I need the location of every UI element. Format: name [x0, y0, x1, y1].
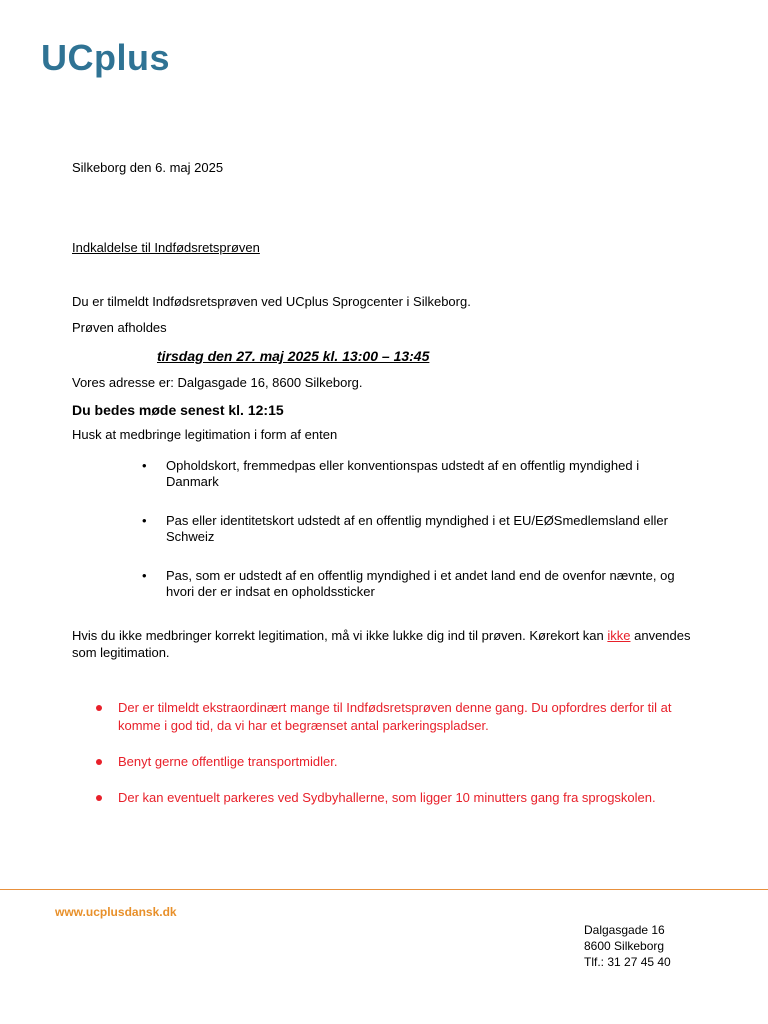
list-item-text: Pas eller identitetskort udstedt af en offentlig myndighed i et EU/EØSmedlemsland eller Schweiz: [166, 513, 668, 544]
notice-text-end: anvendes som legitimation.: [72, 628, 691, 660]
exam-held-label: Prøven afholdes: [72, 320, 167, 335]
intro-paragraph: Du er tilmeldt Indfødsretsprøven ved UCplus Sprogcenter i Silkeborg.: [72, 294, 471, 309]
warning-text: Benyt gerne offentlige transportmidler.: [118, 754, 338, 769]
warning-text: Der kan eventuelt parkeres ved Sydbyhallerne, som ligger 10 minutters gang fra sprogskolen.: [118, 790, 656, 805]
warning-item: [96, 789, 716, 807]
warning-item: [96, 753, 716, 771]
bullet-dot-icon: [96, 705, 102, 711]
website-link[interactable]: www.ucplusdansk.dk: [55, 905, 177, 919]
list-item: [142, 458, 682, 490]
bullet-dot-icon: [96, 795, 102, 801]
footer-divider: [0, 889, 768, 890]
contact-city: 8600 Silkeborg: [584, 939, 665, 953]
list-item-text: Pas, som er udstedt af en offentlig myndighed i et andet land end de ovenfor nævnte, og hvori der er indsat en opholdssticker: [166, 568, 675, 599]
contact-block: [584, 922, 671, 970]
bring-id-intro: Husk at medbringe legitimation i form af enten: [72, 427, 338, 442]
warning-item: [96, 699, 716, 735]
contact-street: Dalgasgade 16: [584, 923, 665, 937]
warning-list: [96, 699, 716, 825]
bullet-icon: •: [142, 513, 147, 528]
bullet-icon: •: [142, 458, 147, 473]
exam-appointment: tirsdag den 27. maj 2025 kl. 13:00 – 13:45: [157, 348, 430, 364]
contact-phone: Tlf.: 31 27 45 40: [584, 955, 671, 969]
letter-subject: Indkaldelse til Indfødsretsprøven: [72, 240, 260, 255]
list-item-text: Opholdskort, fremmedpas eller konventionspas udstedt af en offentlig myndighed i Danmark: [166, 458, 640, 489]
warning-text: Der er tilmeldt ekstraordinært mange til Indfødsretsprøven denne gang. Du opfordres derfor til at komme i god tid, da vi har et begrænset antal parkeringspladser.: [118, 700, 672, 733]
notice-emphasis-ikke: ikke: [607, 628, 631, 643]
ucplus-logo: UCplus: [41, 37, 170, 78]
bullet-icon: •: [142, 568, 147, 583]
list-item: [142, 568, 682, 600]
id-notice-paragraph: [72, 627, 692, 661]
address-line: Vores adresse er: Dalgasgade 16, 8600 Silkeborg.: [72, 375, 363, 390]
meet-time: Du bedes møde senest kl. 12:15: [72, 402, 284, 418]
notice-text-start: Hvis du ikke medbringer korrekt legitimation, må vi ikke lukke dig ind til prøven. Kørekort kan: [72, 628, 608, 643]
bullet-dot-icon: [96, 759, 102, 765]
letter-date: Silkeborg den 6. maj 2025: [72, 160, 224, 175]
id-document-list: [142, 458, 682, 623]
list-item: [142, 513, 682, 545]
